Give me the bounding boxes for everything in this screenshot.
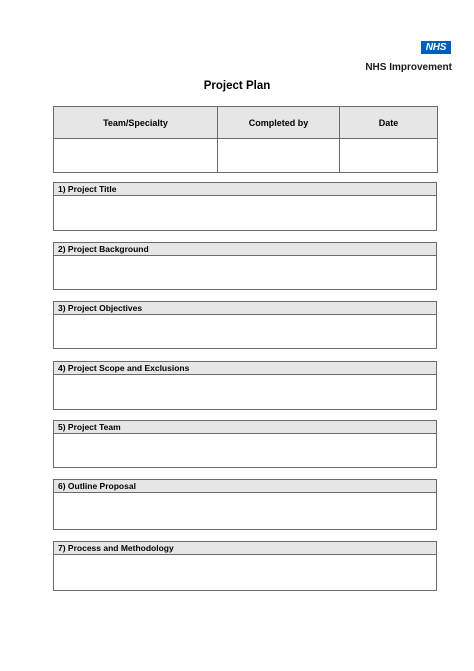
section-header: 2) Project Background <box>53 242 437 256</box>
section-body-project-scope[interactable] <box>53 375 437 410</box>
section-body-project-background[interactable] <box>53 256 437 290</box>
section-project-objectives <box>53 301 437 349</box>
date-field[interactable] <box>340 139 438 173</box>
section-body-project-title[interactable] <box>53 196 437 231</box>
date-header: Date <box>340 107 438 139</box>
section-body-project-objectives[interactable] <box>53 315 437 349</box>
section-process-methodology <box>53 541 437 591</box>
team-specialty-header: Team/Specialty <box>54 107 218 139</box>
section-header: 7) Process and Methodology <box>53 541 437 555</box>
project-info-table <box>53 106 438 173</box>
nhs-logo: NHS <box>421 41 451 54</box>
section-header: 6) Outline Proposal <box>53 479 437 493</box>
completed-by-field[interactable] <box>218 139 340 173</box>
section-body-process-methodology[interactable] <box>53 555 437 591</box>
section-header: 5) Project Team <box>53 420 437 434</box>
section-body-project-team[interactable] <box>53 434 437 468</box>
section-project-scope <box>53 361 437 410</box>
page-title: Project Plan <box>203 80 271 92</box>
section-header: 1) Project Title <box>53 182 437 196</box>
section-project-team <box>53 420 437 468</box>
section-body-outline-proposal[interactable] <box>53 493 437 530</box>
team-specialty-field[interactable] <box>54 139 218 173</box>
section-project-background <box>53 242 437 290</box>
section-header: 3) Project Objectives <box>53 301 437 315</box>
section-outline-proposal <box>53 479 437 530</box>
section-header: 4) Project Scope and Exclusions <box>53 361 437 375</box>
completed-by-header: Completed by <box>218 107 340 139</box>
section-project-title <box>53 182 437 231</box>
org-name: NHS Improvement <box>365 62 452 73</box>
